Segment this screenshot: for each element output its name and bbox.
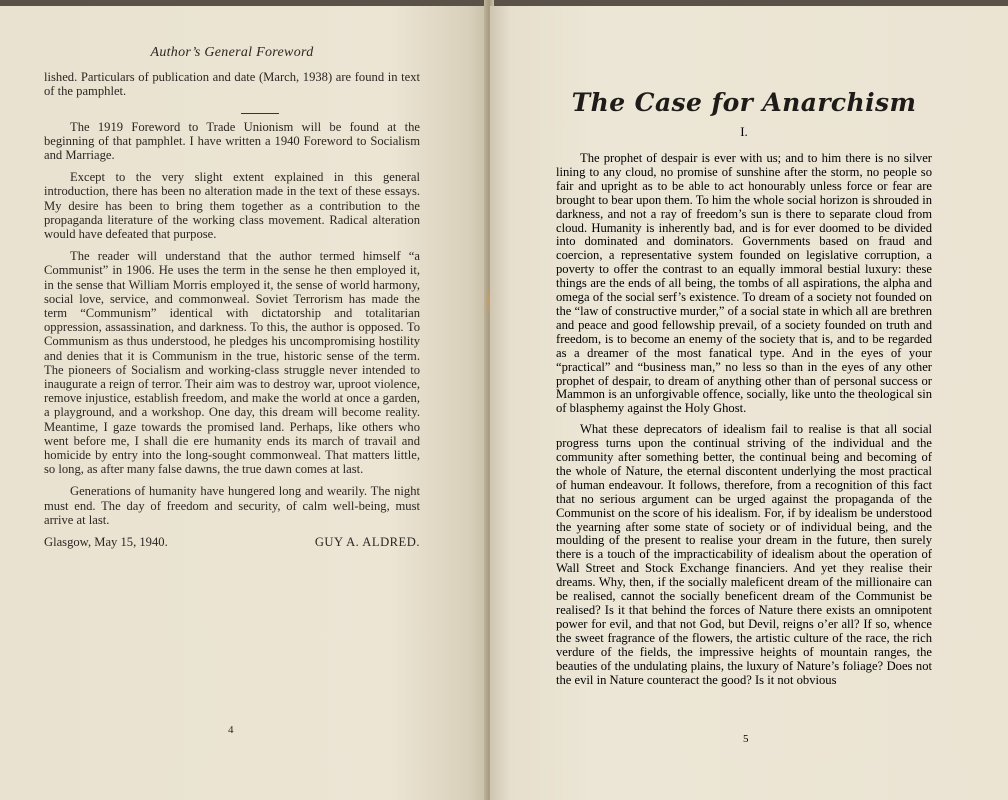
chapter-title: The Case for Anarchism — [571, 88, 917, 117]
signature-line — [44, 535, 420, 549]
divider — [241, 113, 279, 114]
paragraph: What these deprecators of idealism fail to realise is that all social progress turns upon the continual striving of the individual and the community after something better, the continual being and becoming of the whole of Nature, the eternal discontent underlying the most practical of human endeavour. It follows, therefore, from a recognition of this fact that no serious argument can be urged against the propaganda of the Communist on the score of his idealism. For, if by idealism be understood the yearning after some state of society or of individual being, and the moulding of the present to realise your dream in the future, then surely there is a touch of the impracticability of idealism about the operation of Wall Street and Stock Exchange financiers. And yet they realise their dreams. Why, then, if the socially maleficent dream of the millionaire can be realised, cannot the socially beneficent dream of the Communist be realised? Is it that behind the forces of Nature there exists an omnipotent power for evil, and that not God, but Devil, reigns o’er all? If so, whence the sweet fragrance of the flowers, the artistic culture of the race, the rich verdure of the fields, the impressive heights of mountain ranges, the beauties of the undulating plains, the luxury of Nature’s foliage? Does not the evil in Nature counteract the good? Is it not obvious — [556, 422, 932, 687]
paragraph: Generations of humanity have hungered long and wearily. The night must end. The day of freedom and security, of calm well-being, must arrive at last. — [44, 484, 420, 527]
paragraph: The prophet of despair is ever with us; and to him there is no silver lining to any cloud, no promise of sunshine after the storm, no people so fair and upright as to be able to act honourably unless force or fear are brought to bear upon them. To him the whole social horizon is shrouded in darkness, and not a ray of freedom’s sun is there to separate cloud from cloud. Humanity is inherently bad, and is for ever doomed to be divided into dominated and dominators. Governments based on fraud and coercion, a representative system founded on legislative corruption, a poverty to offer the contrast to an equally immoral bestial luxury: these things are the ends of all being, the tombs of all aspirations, the alpha and omega of the social serf’s existence. To dream of a society not founded on the “law of constructive murder,” of a social state in which all are brethren and peace and good fellowship prevail, of a society founded on truth and freedom, is to become an enemy of the society that is, and to be regarded as a dreamer of the most fanatical type. And in the eyes of your “practical” and “business man,” no less so than in the eyes of any other prophet of despair, to dream of anything other than of personal success or Mammon is an unforgivable offence, socially, like unto the theological sin of blasphemy against the Holy Ghost. — [556, 151, 932, 416]
left-text-column — [44, 46, 420, 549]
left-page — [0, 6, 488, 800]
page-number: 5 — [743, 733, 749, 745]
section-number: I. — [740, 124, 748, 139]
page-number: 4 — [228, 724, 234, 736]
paragraph: Except to the very slight extent explained in this general introduction, there has been no alteration made in the text of these essays. My desire has been to bring them together as a contribution to the propaganda literature of the working class movement. Radical alteration would have defeated that purpose. — [44, 170, 420, 242]
running-head: Author’s General Foreword — [150, 45, 314, 60]
right-text-column — [556, 152, 932, 694]
paragraph: lished. Particulars of publication and date (March, 1938) are found in text of the pamphlet. — [44, 70, 420, 99]
paragraph: The 1919 Foreword to Trade Unionism will be found at the beginning of that pamphlet. I have written a 1940 Foreword to Socialism and Marriage. — [44, 119, 420, 163]
author-name: GUY A. ALDRED. — [314, 535, 420, 550]
place-date: Glasgow, May 15, 1940. — [44, 535, 168, 550]
paragraph: The reader will understand that the author termed himself “a Communist” in 1906. He uses the term in the sense he then employed it, in the sense that William Morris employed it, the sense of world harmony, social love, service, and commonweal. Soviet Terrorism has made the term “Communism” identical with dictatorship and totalitarian oppression, assassination, and darkness. To this, the author is opposed. To Communism as thus understood, he pledges his uncompromising hostility and denies that it is Communism in the true, historic sense of the term. The pioneers of Socialism and working-class struggle never intended to inaugurate a reign of terror. Their aim was to destroy war, uproot violence, remove injustice, establish freedom, and make the world at once a garden, a playground, and a workshop. One day, this dream will become reality. Meantime, I gaze towards the promised land. Perhaps, like others who went before me, I shall die ere humanity ends its march of travail and homicide by entry into the long-sought commonweal. That matters little, so long, as after many false dawns, the true dawn comes at last. — [44, 249, 420, 477]
